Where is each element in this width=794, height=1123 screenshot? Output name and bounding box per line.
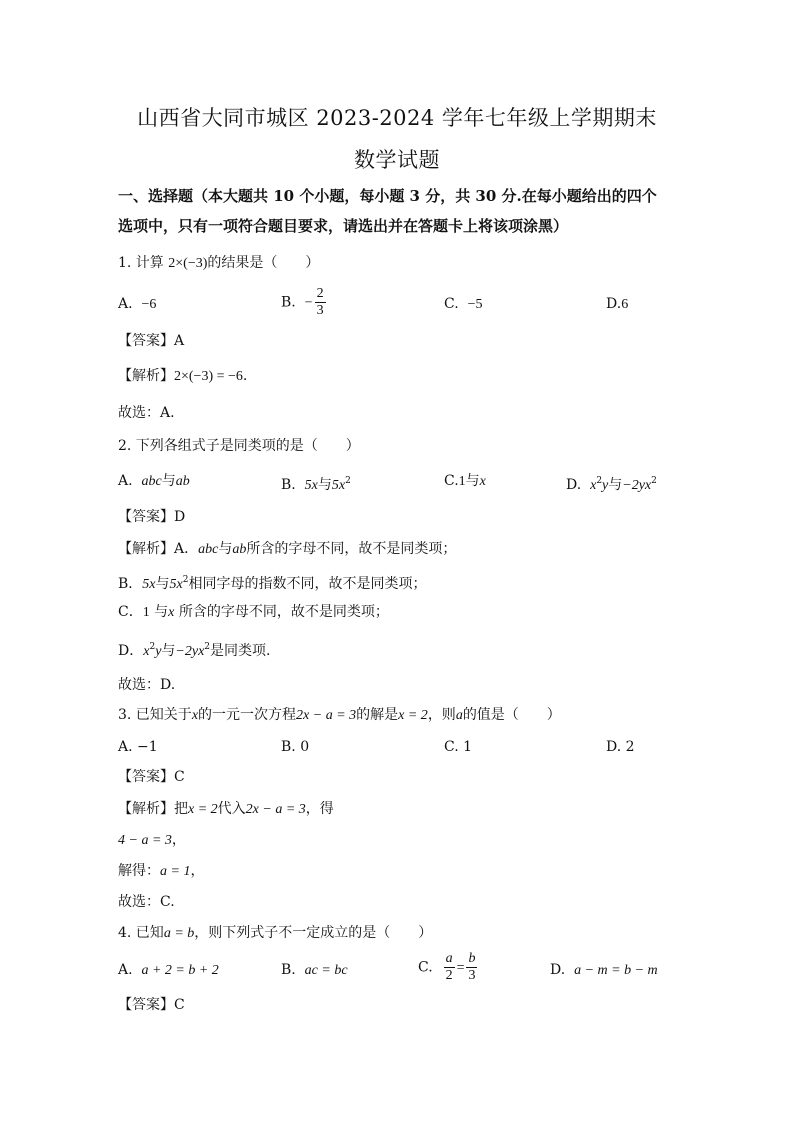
q4-option-c-fraction-2 <box>466 951 477 984</box>
q1-option-c <box>444 294 482 315</box>
q1-option-b-fraction <box>315 286 326 319</box>
q2-analysis-d-term1-exponent: 2 <box>149 642 156 652</box>
q2-option-a <box>118 471 190 492</box>
q1-option-d-value: 6 <box>621 297 629 312</box>
q1-option-c-label: C. <box>444 296 459 312</box>
q2-option-b-with: 与 <box>317 477 332 493</box>
q1-option-b-numerator: 2 <box>316 286 324 301</box>
q2-option-d-term2: −2yx <box>622 478 652 493</box>
q1-answer: 【答案】A <box>118 333 185 349</box>
q2-analysis-d-text: 是同类项. <box>210 643 271 659</box>
q3-option-a: A. −1 <box>118 739 158 755</box>
q2-analysis-c-text: 所含的字母不同，故不是同类项； <box>178 604 389 620</box>
q3-analysis-part-b: 代入 <box>217 801 246 817</box>
q2-option-b-exponent: 2 <box>345 476 351 486</box>
q2-analysis-a-term1: abc <box>198 542 219 557</box>
q4-stem-part-a: 4. 已知 <box>118 925 164 941</box>
q2-analysis-b-term2: 5x <box>169 577 183 592</box>
q1-analysis <box>118 366 247 387</box>
question-1-stem <box>118 253 319 274</box>
q2-option-d-label: D. <box>566 477 582 493</box>
q3-option-d: D. 2 <box>606 739 635 755</box>
q2-analysis-a <box>118 539 456 560</box>
q4-option-a-label: A. <box>118 962 133 978</box>
q2-option-c-with: 与 <box>465 473 480 489</box>
question-4-stem <box>118 923 432 944</box>
q2-option-c-term1: 1 <box>458 474 466 489</box>
q1-analysis-label: 【解析】 <box>118 368 174 384</box>
q4-option-c <box>418 951 479 984</box>
q2-analysis-b-term1: 5x <box>142 577 156 592</box>
q1-analysis-end: . <box>242 368 248 384</box>
q2-analysis-c-label: C． <box>118 604 143 620</box>
q2-analysis-d <box>118 637 270 662</box>
q1-option-c-value: −5 <box>467 297 483 312</box>
q4-option-d <box>550 960 658 981</box>
q3-analysis <box>118 799 334 820</box>
q3-stem-variable-x: x <box>191 708 199 723</box>
q3-analysis-equation: 2x − a = 3 <box>245 802 306 817</box>
q2-analysis-d-term2: −2yx <box>175 644 205 659</box>
q2-answer: 【答案】D <box>118 509 186 525</box>
q3-stem-part-d: ，则 <box>427 707 456 723</box>
q3-step-1-equation: 4 − a = 3 <box>118 833 172 848</box>
q4-option-c-equals: = <box>456 960 465 976</box>
q2-option-a-term1: abc <box>141 474 162 489</box>
q2-option-c-term2: x <box>479 474 486 489</box>
question-2-stem: 2. 下列各组式子是同类项的是（ ） <box>118 438 360 454</box>
question-3-stem <box>118 705 561 726</box>
q1-analysis-expression: 2×(−3) = −6 <box>174 369 243 384</box>
q1-option-b <box>281 286 328 319</box>
q3-step-1-end: ， <box>171 832 186 848</box>
q2-option-b-label: B. <box>281 477 296 493</box>
q2-option-d-term1-base: x <box>590 478 597 493</box>
section-heading-line1: 一、选择题（本大题共 10 个小题，每小题 3 分，共 30 分.在每小题给出的四个 <box>118 187 657 205</box>
q3-stem-part-b: 的一元一次方程 <box>198 707 297 723</box>
q2-analysis-a-label: 【解析】A． <box>118 541 199 557</box>
q2-option-b <box>281 471 351 496</box>
q2-analysis-c-with: 与 <box>154 604 169 620</box>
document-subtitle: 数学试题 <box>354 148 440 172</box>
q2-option-a-label: A. <box>118 473 133 489</box>
q3-choose: 故选：C. <box>118 894 175 910</box>
q2-analysis-b-label: B． <box>118 576 143 592</box>
q2-analysis-b-text: 相同字母的指数不同，故不是同类项； <box>188 576 427 592</box>
q2-analysis-d-term1-y: y <box>155 644 162 659</box>
q4-stem-part-b: ，则下列式子不一定成立的是（ ） <box>194 925 433 941</box>
q2-analysis-c-term1: 1 <box>142 605 150 620</box>
q4-option-c-denominator-1: 2 <box>445 968 453 983</box>
q3-stem-equation: 2x − a = 3 <box>296 708 357 723</box>
q3-stem-part-c: 的解是 <box>356 707 399 723</box>
q2-option-d <box>566 471 657 496</box>
q2-analysis-a-with: 与 <box>218 541 233 557</box>
q1-option-d <box>606 294 628 315</box>
q3-stem-variable-a: a <box>455 708 463 723</box>
section-heading-line2: 选项中，只有一项符合题目要求，请选出并在答题卡上将该项涂黑） <box>118 217 569 235</box>
q3-analysis-part-a: 【解析】把 <box>118 801 188 817</box>
q3-analysis-part-c: ，得 <box>305 801 334 817</box>
q4-option-c-label: C. <box>418 959 433 976</box>
q4-option-c-numerator-1: a <box>445 951 453 966</box>
q2-analysis-d-with: 与 <box>161 643 176 659</box>
q4-option-c-denominator-2: 3 <box>468 968 476 983</box>
q4-option-a-value: a + 2 = b + 2 <box>141 963 219 978</box>
q2-analysis-a-term2: ab <box>232 542 247 557</box>
q3-option-b: B. 0 <box>281 739 310 755</box>
q4-stem-equation: a = b <box>163 926 195 941</box>
q3-step-2-result: a = 1 <box>160 864 191 879</box>
q4-option-b <box>281 960 348 981</box>
q3-step-2 <box>118 861 204 882</box>
q2-analysis-a-text: 所含的字母不同，故不是同类项； <box>246 541 457 557</box>
q2-analysis-c <box>118 602 389 623</box>
q4-option-c-numerator-2: b <box>468 951 476 966</box>
q1-option-b-label: B. <box>281 294 296 311</box>
q1-option-a-value: −6 <box>141 297 157 312</box>
q1-suffix: 的结果是（ ） <box>207 255 320 271</box>
q2-choose: 故选：D. <box>118 677 176 693</box>
q1-option-b-denominator: 3 <box>316 303 324 318</box>
q1-option-a <box>118 294 156 315</box>
q1-option-d-label: D. <box>606 296 622 312</box>
q2-analysis-d-term2-exponent: 2 <box>204 642 211 652</box>
q2-option-a-with: 与 <box>161 473 176 489</box>
q2-option-d-term2-exponent: 2 <box>651 476 657 486</box>
q2-analysis-d-term1-base: x <box>143 644 150 659</box>
q2-option-d-term1-y: y <box>602 478 609 493</box>
q3-step-2-label: 解得： <box>118 863 160 879</box>
q1-choose: 故选：A. <box>118 405 175 421</box>
q3-option-c: C. 1 <box>444 739 473 755</box>
q3-step-1 <box>118 830 186 851</box>
q2-analysis-d-label: D． <box>118 643 144 659</box>
q2-analysis-c-term2: x <box>168 605 175 620</box>
q2-option-c <box>444 471 486 492</box>
q1-prefix: 1. 计算 <box>118 255 164 271</box>
q2-option-d-with: 与 <box>608 477 623 493</box>
document-title: 山西省大同市城区 2023-2024 学年七年级上学期期末 <box>137 106 657 130</box>
q3-step-2-end: ， <box>190 863 205 879</box>
q4-option-d-value: a − m = b − m <box>574 963 658 978</box>
q3-stem-part-a: 3. 已知关于 <box>118 707 192 723</box>
q3-answer: 【答案】C <box>118 769 185 785</box>
q4-option-b-label: B. <box>281 962 296 978</box>
q1-option-b-sign: − <box>304 295 313 311</box>
q1-option-a-label: A. <box>118 296 133 312</box>
q4-option-a <box>118 960 219 981</box>
q4-option-d-label: D. <box>550 962 566 978</box>
q2-option-c-label: C. <box>444 473 459 489</box>
q2-analysis-b-exponent: 2 <box>182 575 189 585</box>
q4-option-c-fraction-1 <box>444 951 455 984</box>
q2-option-b-term2: 5x <box>331 478 346 493</box>
q2-analysis-b-with: 与 <box>155 576 170 592</box>
q3-stem-part-e: 的值是（ ） <box>462 707 561 723</box>
q2-option-b-term1: 5x <box>304 478 318 493</box>
q1-expression: 2×(−3) <box>168 256 208 271</box>
q4-answer: 【答案】C <box>118 997 185 1013</box>
q3-stem-solution: x = 2 <box>398 708 428 723</box>
q4-option-b-value: ac = bc <box>304 963 348 978</box>
q2-option-d-term1-exponent: 2 <box>596 476 603 486</box>
q3-analysis-substitution: x = 2 <box>188 802 218 817</box>
q2-analysis-b <box>118 570 426 595</box>
q2-option-a-term2: ab <box>175 474 190 489</box>
